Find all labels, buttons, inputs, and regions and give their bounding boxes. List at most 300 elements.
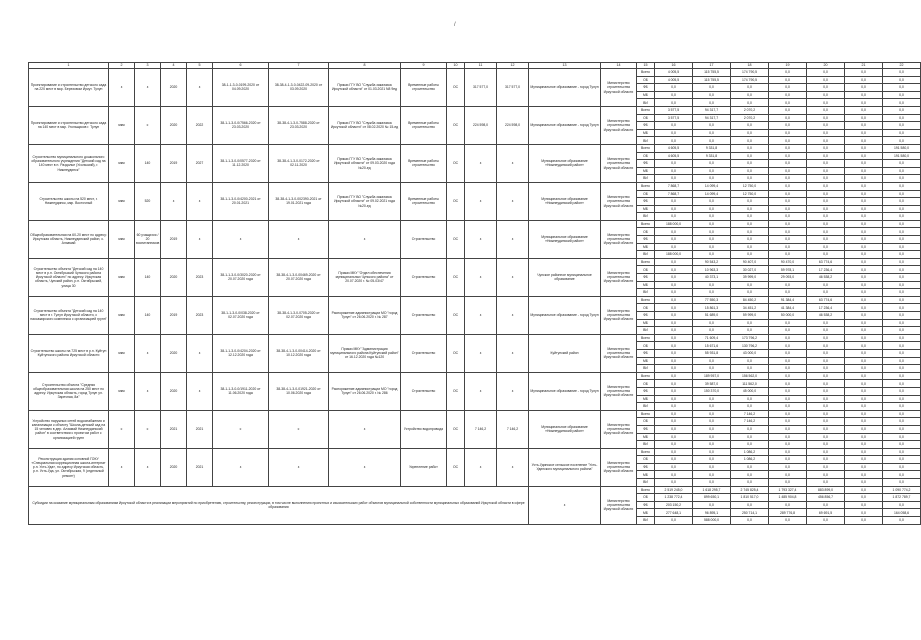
fin-value: 0,0: [883, 137, 921, 145]
fin-value: 39 587,0: [693, 380, 731, 388]
fin-source-label: ОБ: [637, 494, 655, 502]
fin-value: 156 562,0: [731, 372, 769, 380]
fin-value: 90 407,0: [731, 258, 769, 266]
fin-value: 0,0: [807, 182, 845, 190]
total-value: 0,0: [769, 517, 807, 525]
fin-value: 0,0: [845, 334, 883, 342]
fin-value: 0,0: [693, 327, 731, 335]
fin-value: 0,0: [655, 410, 693, 418]
project-c12: з: [497, 448, 529, 486]
fin-value: 115 755,5: [693, 69, 731, 77]
fin-value: 0,0: [655, 266, 693, 274]
fin-source-label: ФБ: [637, 274, 655, 282]
fin-value: 0,0: [693, 228, 731, 236]
fin-value: 7 868,7: [655, 190, 693, 198]
fin-value: 0,0: [845, 76, 883, 84]
fin-value: 0,0: [883, 129, 921, 137]
project-c8: Приказ ГГУ ВО "Служба заказчика Иркутской области" от 01.03.2021 N8 9ед: [329, 69, 401, 107]
project-c10: ОС: [447, 334, 465, 372]
total-value: 1 872 789,7: [883, 494, 921, 502]
fin-source-label: ОБ: [637, 114, 655, 122]
fin-value: 0,0: [845, 258, 883, 266]
fin-source-label: ВИ: [637, 441, 655, 449]
fin-value: 0,0: [731, 357, 769, 365]
fin-value: 0,0: [655, 167, 693, 175]
project-c7: с: [269, 410, 329, 448]
fin-value: 0,0: [769, 152, 807, 160]
fin-value: 0,0: [769, 91, 807, 99]
fin-value: 0,0: [807, 281, 845, 289]
fin-value: 0,0: [693, 479, 731, 487]
project-c4: з: [161, 182, 187, 220]
project-c13: Усть-Удинское сельское поселение "Усть-Удинского муниципального района": [529, 448, 601, 486]
fin-value: 77 550,3: [693, 296, 731, 304]
fin-value: 0,0: [655, 84, 693, 92]
fin-value: 0,0: [693, 418, 731, 426]
project-c10: ОС: [447, 410, 465, 448]
fin-value: 0,0: [693, 289, 731, 297]
project-c3: з: [135, 448, 161, 486]
project-c4: 2019: [161, 220, 187, 258]
fin-value: 3 577,5: [655, 106, 693, 114]
fin-value: 0,0: [655, 289, 693, 297]
fin-value: 150 370,0: [693, 387, 731, 395]
project-name: Реконструкция здания основной ГОКУ «Специальная коррекционная школа-интернат р.п. Усть-Уда», по адресу Иркутская область, р.п. Усть-Уда, ул. Октябрьская, 9 (отдельный ремонт): [29, 448, 109, 486]
project-c12: 7 146,2: [497, 410, 529, 448]
column-number-2: 2: [109, 63, 135, 69]
fin-value: 0,0: [655, 205, 693, 213]
total-value: 96 895,1: [693, 509, 731, 517]
fin-value: 188 000,0: [655, 251, 693, 259]
fin-value: 0,0: [845, 198, 883, 206]
fin-value: 0,0: [769, 372, 807, 380]
project-c7: з: [269, 448, 329, 486]
project-c9: Временные работы строительство: [401, 144, 447, 182]
fin-value: 0,0: [731, 463, 769, 471]
fin-value: 34 451,2: [731, 304, 769, 312]
fin-value: 0,0: [845, 220, 883, 228]
fin-value: 94 317,7: [693, 114, 731, 122]
fin-value: 0,0: [883, 175, 921, 183]
project-c2: мкм: [109, 106, 135, 144]
fin-value: 0,0: [769, 380, 807, 388]
table-body: [29, 69, 921, 525]
fin-value: 0,0: [731, 289, 769, 297]
fin-value: 0,0: [883, 327, 921, 335]
project-c10: ОС: [447, 220, 465, 258]
fin-value: 0,0: [807, 456, 845, 464]
fin-value: 94 317,7: [693, 106, 731, 114]
fin-value: 0,0: [883, 281, 921, 289]
fin-value: 0,0: [769, 137, 807, 145]
fin-value: 0,0: [693, 441, 731, 449]
fin-value: 0,0: [845, 357, 883, 365]
fin-value: 0,0: [845, 365, 883, 373]
project-c8: Приказ МКУ "Администрация муниципального района Куйтунский район" от 16.12.2020 года №120: [329, 334, 401, 372]
fin-source-label: ВИ: [637, 517, 655, 525]
fin-value: 30 027,0: [731, 266, 769, 274]
total-value: 588 000,0: [693, 517, 731, 525]
fin-value: 0,0: [769, 403, 807, 411]
total-label: Субсидии на оказание муниципальным образованиям Иркутской области в реализации мероприятий по приобретению, строительству, реконструкции, в том числе выполнению проектных и изыскательских работ объектов муниципальной собственности муниципальных образований Иркутской области в сфере образования: [29, 486, 529, 524]
table-row: [29, 144, 921, 152]
project-c5: з: [187, 69, 213, 107]
fin-value: 0,0: [731, 91, 769, 99]
total-value: 1 810 517,0: [731, 494, 769, 502]
total-value: 0,0: [883, 517, 921, 525]
project-c9: Временные работы строительство: [401, 106, 447, 144]
project-c7: 38-38-4-1-3-0-002390-2021 от 19.01.2021 года: [269, 182, 329, 220]
project-c2: мкм: [109, 334, 135, 372]
column-number-11: 11: [465, 63, 497, 69]
project-c4: 2020: [161, 69, 187, 107]
fin-source-label: МБ: [637, 167, 655, 175]
project-c5: 2022: [187, 106, 213, 144]
fin-value: 0,0: [731, 441, 769, 449]
project-c4: 2020: [161, 372, 187, 410]
project-c10: ОС: [447, 258, 465, 296]
fin-value: 0,0: [693, 471, 731, 479]
fin-value: 46 538,2: [807, 312, 845, 320]
fin-value: 29 093,0: [769, 274, 807, 282]
fin-value: 0,0: [769, 122, 807, 130]
project-c2: з: [109, 448, 135, 486]
fin-value: 0,0: [693, 167, 731, 175]
fin-value: 0,0: [731, 327, 769, 335]
fin-value: 1 086,2: [731, 456, 769, 464]
project-c7: 38-38-4-1-3-0-7588-2020 от 23.03.2020: [269, 106, 329, 144]
fin-value: 90 543,2: [693, 258, 731, 266]
fin-value: 0,0: [883, 213, 921, 221]
fin-value: 0,0: [731, 228, 769, 236]
fin-value: 130 796,2: [731, 342, 769, 350]
project-c13: Муниципальное образование - город Тулун: [529, 69, 601, 107]
fin-value: 0,0: [883, 228, 921, 236]
fin-source-label: ФБ: [637, 349, 655, 357]
project-c11: з: [465, 296, 497, 334]
table-row: [29, 106, 921, 114]
fin-value: 41 384,4: [769, 304, 807, 312]
fin-source-label: ФБ: [637, 84, 655, 92]
column-number-5: 5: [187, 63, 213, 69]
fin-value: 0,0: [731, 479, 769, 487]
fin-value: 0,0: [845, 327, 883, 335]
fin-source-label: ОБ: [637, 418, 655, 426]
fin-value: 0,0: [769, 129, 807, 137]
fin-source-label: ФБ: [637, 312, 655, 320]
fin-value: 191 580,0: [883, 144, 921, 152]
total-value: 1 793 327,4: [769, 486, 807, 494]
fin-source-label: ОБ: [637, 456, 655, 464]
fin-value: 0,0: [883, 243, 921, 251]
column-number-4: 4: [161, 63, 187, 69]
fin-value: 51 689,0: [693, 312, 731, 320]
fin-value: 0,0: [807, 69, 845, 77]
fin-value: 0,0: [769, 251, 807, 259]
fin-value: 0,0: [655, 403, 693, 411]
column-number-7: 7: [269, 63, 329, 69]
fin-value: 0,0: [655, 479, 693, 487]
fin-value: 0,0: [731, 395, 769, 403]
project-c12: з: [497, 144, 529, 182]
total-value: 1 618 295,7: [693, 486, 731, 494]
project-c9: Временные работы строительство: [401, 182, 447, 220]
fin-value: 0,0: [731, 175, 769, 183]
fin-value: 0,0: [769, 198, 807, 206]
fin-value: 0,0: [769, 327, 807, 335]
fin-value: 0,0: [693, 236, 731, 244]
total-value: 0,0: [731, 501, 769, 509]
project-c10: ОС: [447, 182, 465, 220]
fin-value: 0,0: [769, 182, 807, 190]
fin-value: 0,0: [769, 167, 807, 175]
fin-source-label: Всего: [637, 448, 655, 456]
project-c7: 38-38-4-1-3-0-00414-2020 от 10.12.2020 года: [269, 334, 329, 372]
column-number-14: 14: [601, 63, 637, 69]
fin-value: 46 538,2: [807, 274, 845, 282]
total-value: 0,0: [883, 501, 921, 509]
project-c6: з: [213, 448, 269, 486]
fin-value: 0,0: [883, 236, 921, 244]
fin-value: 0,0: [845, 463, 883, 471]
fin-value: 0,0: [769, 342, 807, 350]
project-name: Общеобразовательная на 60-20 мест по адресу: Иркутская область, Нижнеудинский район, с. Алзамай: [29, 220, 109, 258]
investment-table: [28, 62, 921, 525]
fin-value: 0,0: [845, 425, 883, 433]
fin-value: 55 931,8: [693, 349, 731, 357]
fin-value: 0,0: [845, 205, 883, 213]
fin-value: 0,0: [769, 160, 807, 168]
fin-value: 0,0: [883, 334, 921, 342]
fin-value: 0,0: [655, 441, 693, 449]
fin-value: 0,0: [769, 236, 807, 244]
fin-source-label: МБ: [637, 433, 655, 441]
fin-value: 0,0: [769, 243, 807, 251]
fin-value: 0,0: [883, 357, 921, 365]
fin-value: 0,0: [769, 106, 807, 114]
project-c14: Министерство строительства Иркутской области: [601, 372, 637, 410]
column-number-20: 20: [807, 63, 845, 69]
project-c3: 140: [135, 296, 161, 334]
fin-value: 91 384,4: [769, 296, 807, 304]
total-value: 0,0: [845, 494, 883, 502]
project-c11: 7 146,2: [465, 410, 497, 448]
fin-value: 0,0: [731, 365, 769, 373]
fin-value: 0,0: [769, 69, 807, 77]
project-c6: 38-1-1-3-0-0/038-2020 от 02.07.2020 года: [213, 296, 269, 334]
fin-source-label: ОБ: [637, 190, 655, 198]
project-c5: 2023: [187, 296, 213, 334]
fin-value: 0,0: [845, 479, 883, 487]
project-c6: с: [213, 410, 269, 448]
project-c14: Министерство строительства Иркутской области: [601, 258, 637, 296]
fin-source-label: ВИ: [637, 175, 655, 183]
fin-value: 0,0: [807, 251, 845, 259]
project-c10: ОС: [447, 372, 465, 410]
column-number-8: 8: [329, 63, 401, 69]
fin-value: 0,0: [655, 258, 693, 266]
fin-value: 0,0: [883, 456, 921, 464]
project-c3: с: [135, 410, 161, 448]
fin-value: 0,0: [883, 471, 921, 479]
project-c7: 38-38-4-1-3-0-01921-2020 от 10.06.2020 года: [269, 372, 329, 410]
project-c7: 38-38-4-1-3-0-0172-2020 от 02.11.2020: [269, 144, 329, 182]
project-name: Строительство объекта "Детский сад на 140 мест в р.п. Октябрьский Чунского района Иркутской области" по адресу: Иркутская область, Чунский район, р.п. Октябрьский, улица 30: [29, 258, 109, 296]
column-number-19: 19: [769, 63, 807, 69]
column-number-10: 10: [447, 63, 465, 69]
project-c14: Министерство строительства Иркутской области: [601, 220, 637, 258]
project-c6: 38-1-1-3-0-0/4200-2021 от 20.01.2021: [213, 182, 269, 220]
project-c6: 38-1-1-3-0-0/4204-2020 от 12.12.2020 года: [213, 334, 269, 372]
fin-value: 0,0: [845, 418, 883, 426]
column-number-21: 21: [845, 63, 883, 69]
fin-value: 0,0: [655, 463, 693, 471]
fin-value: 15 861,3: [693, 304, 731, 312]
project-c5: 2021: [187, 448, 213, 486]
fin-value: 14 099,4: [693, 190, 731, 198]
fin-value: 0,0: [807, 236, 845, 244]
fin-value: 0,0: [807, 418, 845, 426]
fin-source-label: ВИ: [637, 365, 655, 373]
fin-value: 0,0: [769, 433, 807, 441]
fin-source-label: МБ: [637, 471, 655, 479]
fin-value: 0,0: [769, 365, 807, 373]
fin-value: 0,0: [769, 76, 807, 84]
column-number-12: 12: [497, 63, 529, 69]
fin-value: 0,0: [693, 84, 731, 92]
project-c2: мкм: [109, 296, 135, 334]
total-value: 0,0: [769, 501, 807, 509]
fin-value: 0,0: [845, 456, 883, 464]
project-c2: мкм: [109, 182, 135, 220]
project-c7: 38-38-4-1-3-0-00469-2020 от 20.07.2020 года: [269, 258, 329, 296]
fin-value: 0,0: [845, 289, 883, 297]
fin-value: 0,0: [807, 99, 845, 107]
fin-value: 7 146,2: [731, 410, 769, 418]
fin-value: 0,0: [693, 448, 731, 456]
fin-value: 0,0: [655, 342, 693, 350]
fin-value: 0,0: [883, 319, 921, 327]
project-c12: з: [497, 182, 529, 220]
fin-value: 0,0: [845, 251, 883, 259]
fin-value: 0,0: [693, 365, 731, 373]
fin-value: 0,0: [845, 380, 883, 388]
fin-value: 0,0: [883, 84, 921, 92]
fin-source-label: ВИ: [637, 403, 655, 411]
table-row: [29, 69, 921, 77]
project-c3: 140: [135, 258, 161, 296]
project-c6: 38-1-1-3-0-0/3020-2020 от 20.07.2020 года: [213, 258, 269, 296]
fin-value: 0,0: [807, 463, 845, 471]
fin-value: 0,0: [845, 137, 883, 145]
fin-value: 0,0: [655, 122, 693, 130]
fin-value: 0,0: [883, 160, 921, 168]
table-row: [29, 372, 921, 380]
column-number-22: 22: [883, 63, 921, 69]
total-value: 0,0: [731, 517, 769, 525]
column-number-17: 17: [693, 63, 731, 69]
total-value: 1 090 774,2: [883, 486, 921, 494]
fin-value: 0,0: [845, 69, 883, 77]
fin-value: 0,0: [769, 220, 807, 228]
total-value: 1 485 904,8: [769, 494, 807, 502]
project-c14: Министерство строительства Иркутской области: [601, 448, 637, 486]
fin-value: 0,0: [883, 167, 921, 175]
fin-value: 0,0: [883, 463, 921, 471]
project-c12: з: [497, 372, 529, 410]
project-c13: Муниципальное образование «Нижнеудинский район»: [529, 220, 601, 258]
fin-value: 0,0: [693, 243, 731, 251]
table-row: [29, 296, 921, 304]
project-c11: з: [465, 182, 497, 220]
fin-value: 0,0: [883, 425, 921, 433]
project-c11: з: [465, 258, 497, 296]
fin-source-label: Всего: [637, 69, 655, 77]
fin-source-label: ВИ: [637, 137, 655, 145]
project-c13: Муниципальное образование - город Тулун: [529, 106, 601, 144]
fin-value: 4 005,5: [655, 76, 693, 84]
project-c13: Муниципальное образование «Нижнеудинский район»: [529, 182, 601, 220]
fin-value: 0,0: [655, 312, 693, 320]
fin-source-label: ОБ: [637, 76, 655, 84]
fin-value: 0,0: [693, 425, 731, 433]
fin-value: 0,0: [655, 198, 693, 206]
fin-value: 0,0: [883, 365, 921, 373]
fin-value: 0,0: [883, 479, 921, 487]
fin-value: 0,0: [807, 327, 845, 335]
fin-value: 0,0: [845, 395, 883, 403]
fin-value: 0,0: [883, 122, 921, 130]
project-c10: ОС: [447, 448, 465, 486]
fin-source-label: ФБ: [637, 425, 655, 433]
fin-value: 0,0: [807, 289, 845, 297]
fin-value: 1 086,2: [731, 448, 769, 456]
total-value: 277 648,1: [655, 509, 693, 517]
fin-value: 188 000,0: [655, 220, 693, 228]
fin-value: 0,0: [883, 410, 921, 418]
project-c4: 2021: [161, 410, 187, 448]
fin-value: 0,0: [883, 304, 921, 312]
fin-source-label: Всего: [637, 220, 655, 228]
fin-value: 45 000,0: [731, 387, 769, 395]
project-c12: з: [497, 296, 529, 334]
fin-value: 3 577,5: [655, 114, 693, 122]
fin-value: 0,0: [807, 106, 845, 114]
project-name: Строительство муниципального дошкольного образовательного учреждения "Детский сад на 140 мест в п. Раздолье (Усольский), г. Нижнеудинск": [29, 144, 109, 182]
project-c8: Приказ ГГУ ВО "Служба заказчика Иркутской области" от 09.02.2021 года №20-ед: [329, 182, 401, 220]
fin-value: 0,0: [807, 198, 845, 206]
fin-value: 0,0: [655, 243, 693, 251]
project-c9: Строительство: [401, 372, 447, 410]
project-c8: Приказ ГГУ ВО "Служба заказчика Иркутской области" от 08.02.2020 № 15-ед: [329, 106, 401, 144]
fin-value: 0,0: [845, 281, 883, 289]
project-c13: Муниципальное образование «Нижнеудинский район»: [529, 144, 601, 182]
project-c13: Муниципальное образование - город Тулун: [529, 296, 601, 334]
fin-value: 0,0: [807, 228, 845, 236]
fin-value: 0,0: [693, 213, 731, 221]
fin-value: 0,0: [883, 387, 921, 395]
fin-value: 0,0: [769, 84, 807, 92]
fin-value: 0,0: [655, 433, 693, 441]
fin-value: 0,0: [693, 410, 731, 418]
fin-value: 0,0: [807, 91, 845, 99]
project-c9: Строительство: [401, 334, 447, 372]
fin-value: 0,0: [731, 251, 769, 259]
fin-value: 0,0: [769, 425, 807, 433]
project-c8: Приказ ГГУ ВО "Служба заказчика Иркутской области" от 09.03.2020 года №20-ед: [329, 144, 401, 182]
fin-value: 0,0: [693, 129, 731, 137]
fin-source-label: Всего: [637, 372, 655, 380]
